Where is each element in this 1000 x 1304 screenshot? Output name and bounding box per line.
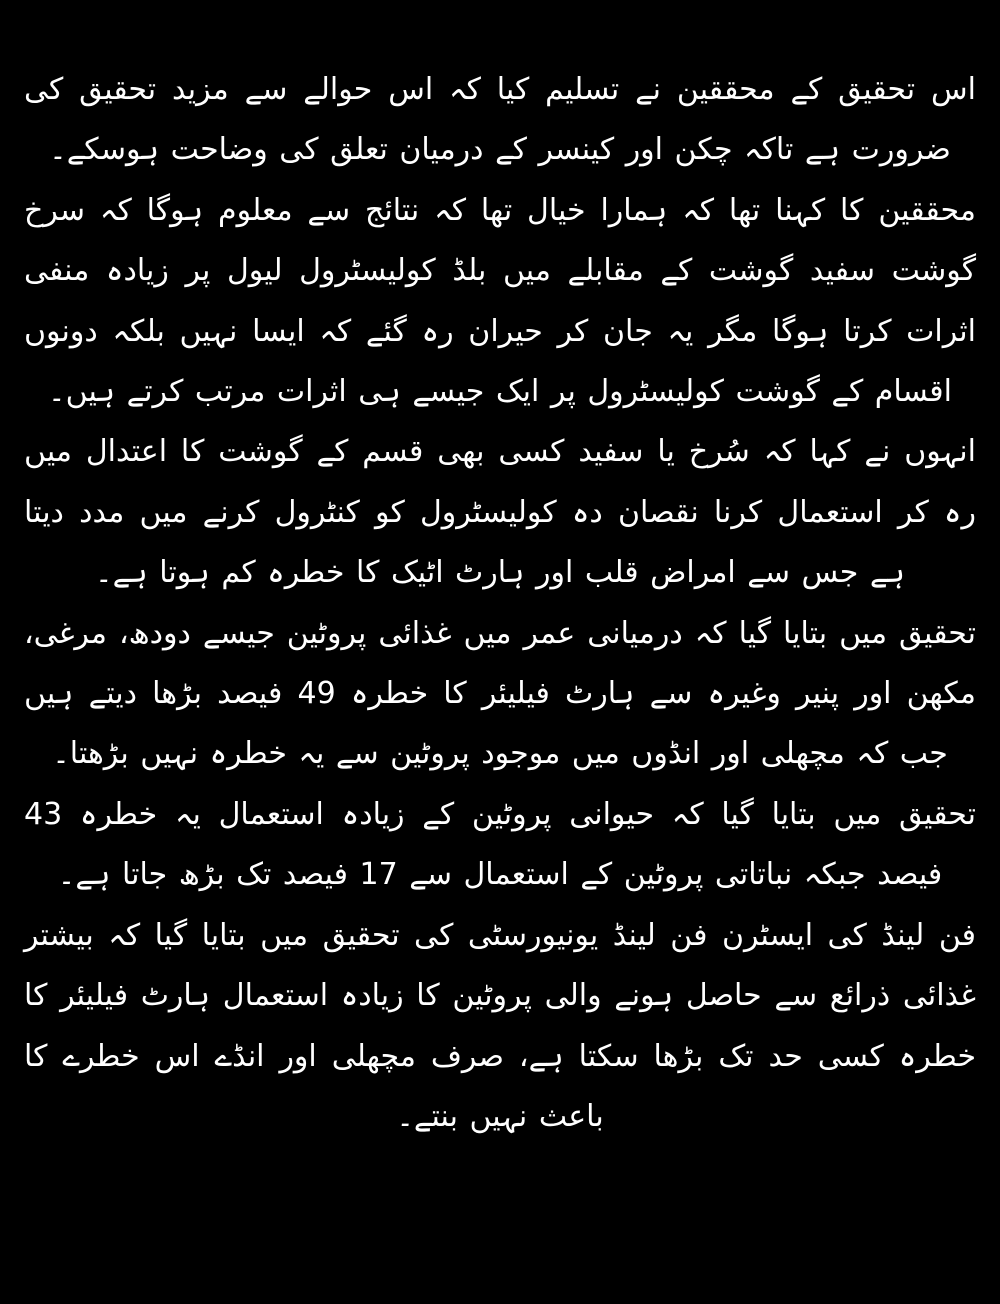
paragraph-research-acknowledgement: اس تحقیق کے محققین نے تسلیم کیا کہ اس حوالے سے مزید تحقیق کی ضرورت ہے تاکہ چکن اور کینسر کے درمیان تعلق کی وضاحت ہوسکے۔ (24, 72, 976, 168)
paragraph-dietary-protein-risk: تحقیق میں بتایا گیا کہ درمیانی عمر میں غذائی پروٹین جیسے دودھ، مرغی، مکھن اور پنیر وغیرہ سے ہارٹ فیلیئر کا خطرہ 49 فیصد بڑھا دیتے ہیں جب کہ مچھلی اور انڈوں میں موجود پروٹین سے یہ خطرہ نہیں بڑھتا۔ (24, 615, 976, 772)
paragraph-red-vs-white-meat: محققین کا کہنا تھا کہ ہمارا خیال تھا کہ نتائج سے معلوم ہوگا کہ سرخ گوشت سفید گوشت کے مقابلے میں بلڈ کولیسٹرول لیول پر زیادہ منفی اثرات کرتا ہوگا مگر یہ جان کر حیران رہ گئے کہ ایسا نہیں بلکہ دونوں اقسام کے گوشت کولیسٹرول پر ایک جیسے ہی اثرات مرتب کرتے ہیں۔ (24, 192, 976, 410)
paragraph-finland-study: فن لینڈ کی ایسٹرن فن لینڈ یونیورسٹی کی تحقیق میں بتایا گیا کہ بیشتر غذائی ذرائع سے حاصل ہونے والی پروٹین کا زیادہ استعمال ہارٹ فیلیئر کا خطرہ کسی حد تک بڑھا سکتا ہے، صرف مچھلی اور انڈے اس خطرے کا باعث نہیں بنتے۔ (24, 917, 976, 1134)
article-body (24, 60, 976, 1147)
paragraph-animal-vs-plant-protein: تحقیق میں بتایا گیا کہ حیوانی پروٹین کے زیادہ استعمال یہ خطرہ 43 فیصد جبکہ نباتاتی پروٹین کے استعمال سے 17 فیصد تک بڑھ جاتا ہے۔ (24, 796, 976, 893)
paragraph-moderate-consumption: انہوں نے کہا کہ سُرخ یا سفید کسی بھی قسم کے گوشت کا اعتدال میں رہ کر استعمال کرنا نقصان دہ کولیسٹرول کو کنٹرول کرنے میں مدد دیتا ہے جس سے امراض قلب اور ہارٹ اٹیک کا خطرہ کم ہوتا ہے۔ (24, 434, 976, 591)
